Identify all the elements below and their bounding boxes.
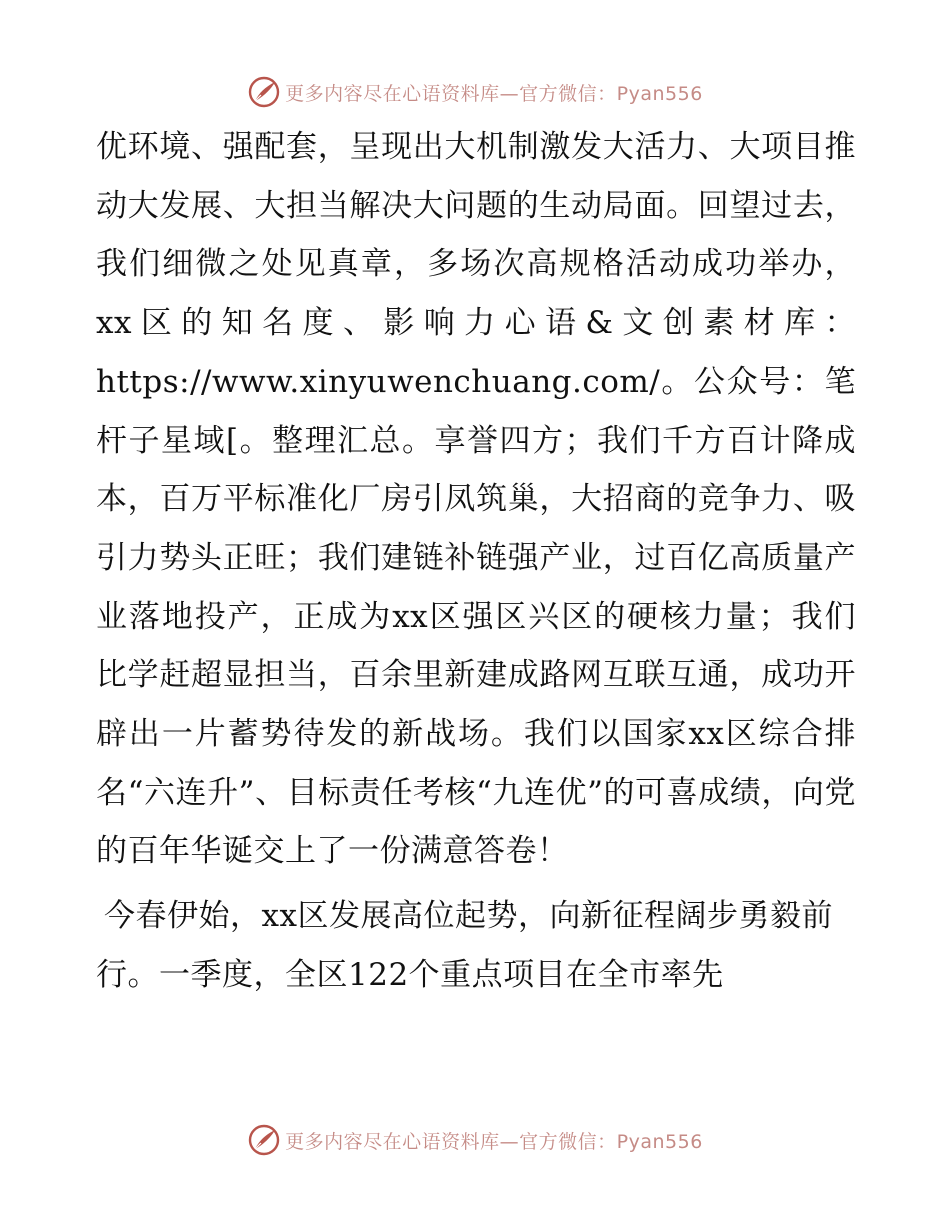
- header-watermark-text: 更多内容尽在心语资料库—官方微信：Pyan556: [285, 82, 703, 105]
- body-paragraph: 今春伊始，xx区发展高位起势，向新征程阔步勇毅前行。一季度，全区122个重点项目在全市率先: [96, 898, 833, 993]
- footer-watermark: [0, 1120, 950, 1160]
- footer-watermark-text: 更多内容尽在心语资料库—官方微信：Pyan556: [285, 1130, 703, 1153]
- body-paragraph: 优环境、强配套，呈现出大机制激发大活力、大项目推动大发展、大担当解决大问题的生动局面。回望过去，我们细微之处见真章，多场次高规格活动成功举办，xx区的知名度、影响力心语&文创素材库：https://www.xinyuwenchuang.com/。公众号：笔杆子星域[。整理汇总。享誉四方；我们千方百计降成本，百万平标准化厂房引凤筑巢，大招商的竞争力、吸引力势头正旺；我们建链补链强产业，过百亿高质量产业落地投产，正成为xx区强区兴区的硬核力量；我们比学赶超显担当，百余里新建成路网互联互通，成功开辟出一片蓄势待发的新战场。我们以国家xx区综合排名“六连升”、目标责任考核“九连优”的可喜成绩，向党的百年华诞交上了一份满意答卷！: [96, 129, 856, 870]
- quill-logo-icon: [247, 1123, 281, 1157]
- quill-logo-icon: [247, 75, 281, 109]
- header-watermark: [0, 72, 950, 112]
- document-body: [96, 118, 856, 1005]
